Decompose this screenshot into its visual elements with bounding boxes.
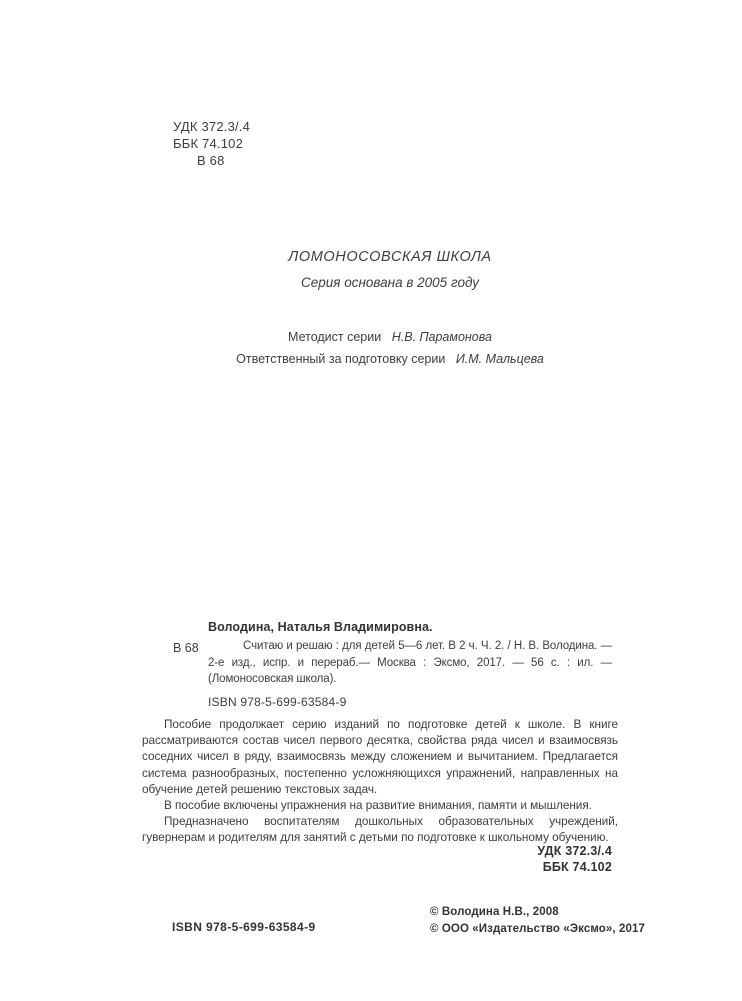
bottom-bbk-code: ББК 74.102 — [542, 860, 612, 874]
methodist-label: Методист серии — [288, 330, 382, 344]
annotation-paragraph-3: Предназначено воспитателям дошкольных образовательных учреждений, гувернерам и родителям для занятий с детьми по подготовке к школьному обучению. — [142, 814, 618, 845]
catalog-isbn: ISBN 978-5-699-63584-9 — [208, 695, 347, 709]
copyright-author: © Володина Н.В., 2008 — [430, 906, 559, 918]
annotation-block — [142, 716, 618, 846]
udk-code: УДК 372.3/.4 — [173, 119, 251, 134]
bbk-code: ББК 74.102 — [173, 136, 244, 151]
editor-name: И.М. Мальцева — [455, 352, 544, 366]
annotation-paragraph-2: В пособие включены упражнения на развитие внимания, памяти и мышления. — [164, 798, 592, 813]
annotation-paragraph-1: Пособие продолжает серию изданий по подготовке детей к школе. В книге рассматриваются состав чисел первого десятка, свойства ряда чисел и взаимосвязь соседних чисел в ряду, взаимосвязь между сложением и вычитанием. Предлагается система разнообразных, постепенно усложняющихся упражнений, направленных на обучение детей решению текстовых задач. — [142, 717, 618, 796]
staff-block — [140, 330, 640, 374]
author-sign-code: В 68 — [197, 153, 225, 168]
editor-label: Ответственный за подготовку серии — [236, 352, 446, 366]
methodist-name: Н.В. Парамонова — [391, 330, 492, 344]
series-title: ЛОМОНОСОВСКАЯ ШКОЛА — [288, 249, 492, 265]
editor-line — [140, 352, 640, 366]
series-founded-line: Серия основана в 2005 году — [300, 275, 480, 290]
bottom-udk-code: УДК 372.3/.4 — [537, 844, 612, 858]
catalog-description: Считаю и решаю : для детей 5—6 лет. В 2 ч. Ч. 2. / Н. В. Володина. — 2-е изд., испр. и перераб.— Москва : Эксмо, 2017. — 56 с. : ил. — (Ломоносовская школа). — [208, 640, 612, 685]
top-classification-codes — [173, 118, 250, 169]
footer-copyrights — [430, 904, 645, 937]
bottom-classification-codes — [537, 843, 612, 875]
catalog-author: Володина, Наталья Владимировна. — [208, 620, 433, 634]
series-block — [140, 249, 640, 290]
footer-isbn: ISBN 978-5-699-63584-9 — [172, 920, 316, 934]
methodist-line — [140, 330, 640, 344]
copyright-publisher: © ООО «Издательство «Эксмо», 2017 — [430, 922, 645, 935]
catalog-author-sign: В 68 — [173, 641, 199, 655]
